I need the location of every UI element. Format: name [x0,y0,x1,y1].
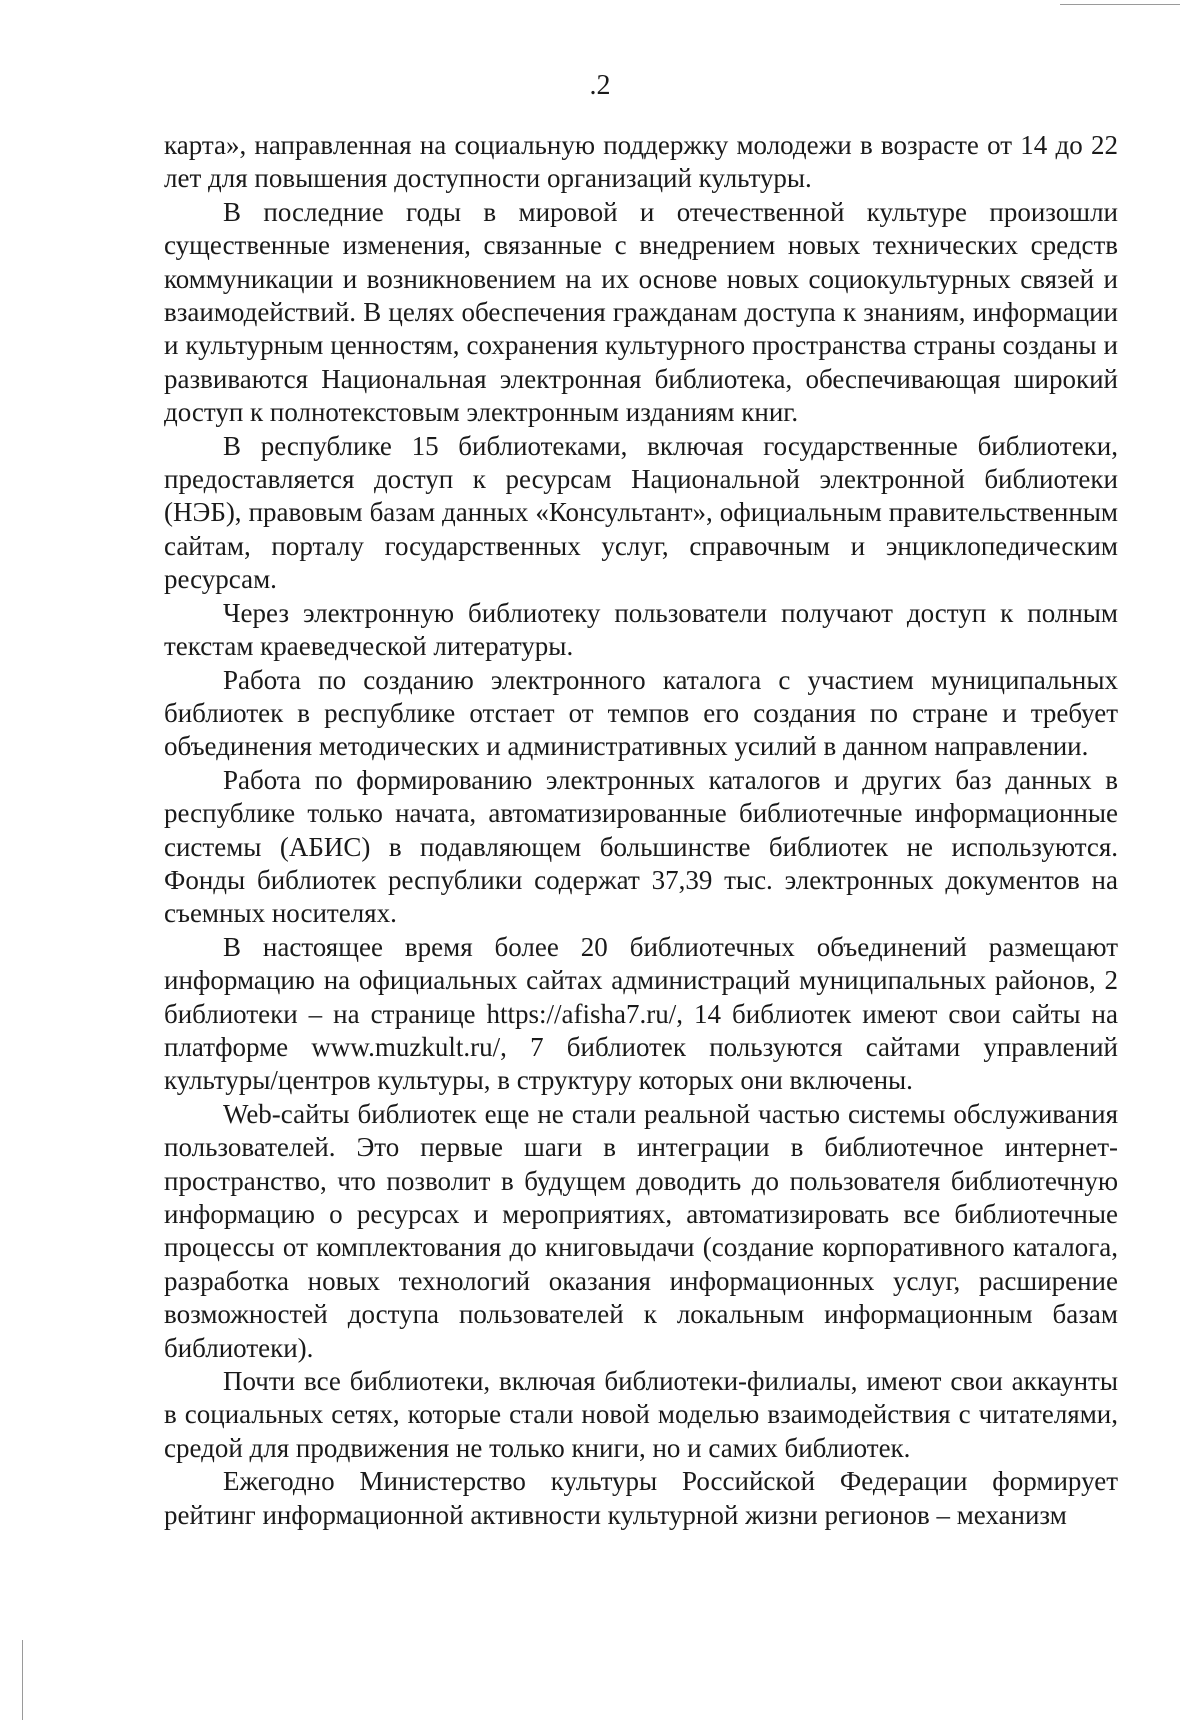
scan-artifact-line [22,1640,23,1720]
scan-artifact-line [1060,4,1180,5]
paragraph: Через электронную библиотеку пользователи получают доступ к полным текстам краеведческой литературы. [164,597,1118,662]
paragraph: карта», направленная на социальную поддержку молодежи в возрасте от 14 до 22 лет для повышения доступности организаций культуры. [164,130,1118,194]
page-number: .2 [589,70,611,101]
page-body [164,129,1118,1532]
paragraph: В настоящее время более 20 библиотечных объединений размещают информацию на официальных сайтах администраций муниципальных районов, 2 библиотеки – на странице https://afisha7.ru/, 14 библиотек имеют свои сайты на платформе www.muzkult.ru/, 7 библиотек пользуются сайтами управлений культуры/центров культуры, в структуру которых они включены. [164,931,1118,1096]
paragraph: В республике 15 библиотеками, включая государственные библиотеки, предоставляется доступ к ресурсам Национальной электронной библиотеки (НЭБ), правовым базам данных «Консультант», официальным правительственным сайтам, порталу государственных услуг, справочным и энциклопедическим ресурсам. [164,430,1118,595]
paragraph: Работа по созданию электронного каталога с участием муниципальных библиотек в республике отстает от темпов его создания по стране и требует объединения методических и административных усилий в данном направлении. [164,664,1118,762]
paragraph: Почти все библиотеки, включая библиотеки-филиалы, имеют свои аккаунты в социальных сетях, которые стали новой моделью взаимодействия с читателями, средой для продвижения не только книги, но и самих библиотек. [164,1366,1118,1463]
paragraph: В последние годы в мировой и отечественной культуре произошли существенные изменения, связанные с внедрением новых технических средств коммуникации и возникновением на их основе новых социокультурных связей и взаимодействий. В целях обеспечения гражданам доступа к знаниям, информации и культурным ценностям, сохранения культурного пространства страны созданы и развиваются Национальная электронная библиотека, обеспечивающая широкий доступ к полнотекстовым электронным изданиям книг. [164,196,1118,428]
paragraph: Ежегодно Министерство культуры Российской Федерации формирует рейтинг информационной активности культурной жизни регионов – механизм [164,1466,1118,1530]
paragraph: Web-сайты библиотек еще не стали реальной частью системы обслуживания пользователей. Это первые шаги в интеграции в библиотечное интернет-пространство, что позволит в будущем доводить до пользователя библиотечную информацию о ресурсах и мероприятиях, автоматизировать все библиотечные процессы от комплектования до книговыдачи (создание корпоративного каталога, разработка новых технологий оказания информационных услуг, расширение возможностей доступа пользователей к локальным информационным базам библиотеки). [164,1098,1118,1363]
paragraph: Работа по формированию электронных каталогов и других баз данных в республике только начата, автоматизированные библиотечные информационные системы (АБИС) в подавляющем большинстве библиотек не используются. Фонды библиотек республики содержат 37,39 тыс. электронных документов на съемных носителях. [164,764,1118,929]
